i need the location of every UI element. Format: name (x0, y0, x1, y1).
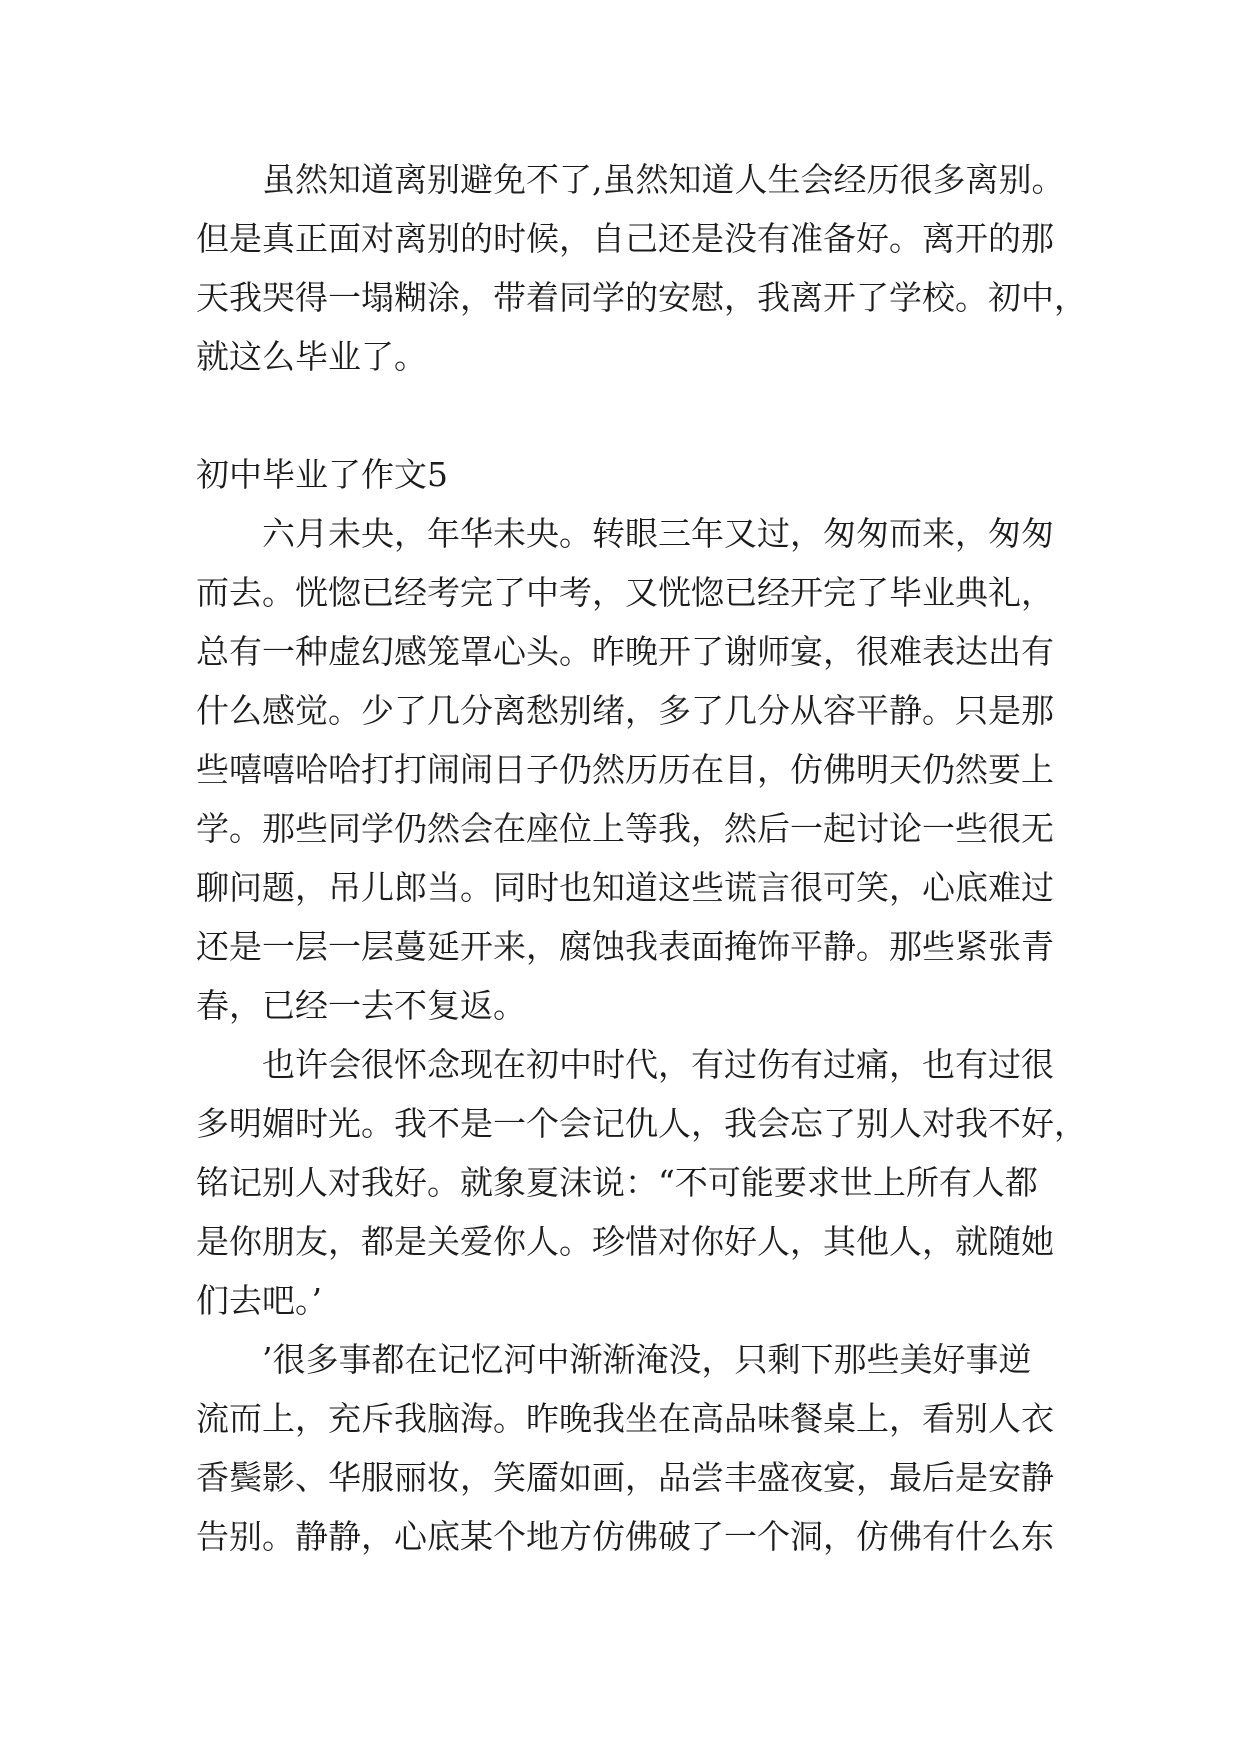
text-line: 而去。恍惚已经考完了中考，又恍惚已经开完了毕业典礼， (196, 573, 1054, 612)
text-line: 还是一层一层蔓延开来，腐蚀我表面掩饰平静。那些紧张青 (196, 927, 1054, 966)
text-line: 告别。静静，心底某个地方仿佛破了一个洞，仿佛有什么东 (196, 1517, 1054, 1556)
text-line: 虽然知道离别避免不了,虽然知道人生会经历很多离别。 (262, 160, 1065, 199)
essay-paragraph (196, 504, 1116, 1035)
continued-paragraph (196, 150, 1116, 386)
text-line: 六月未央，年华未央。转眼三年又过，匆匆而来，匆匆 (262, 514, 1054, 553)
text-line: 但是真正面对离别的时候，自己还是没有准备好。离开的那 (196, 219, 1054, 258)
text-line: 聊问题，吊儿郎当。同时也知道这些谎言很可笑，心底难过 (196, 868, 1054, 907)
text-line: 天我哭得一塌糊涂，带着同学的安慰，我离开了学校。初中， (196, 278, 1087, 317)
essay-paragraph (196, 1035, 1116, 1330)
text-line: 春，已经一去不复返。 (196, 986, 526, 1025)
text-line: 些嘻嘻哈哈打打闹闹日子仍然历历在目，仿佛明天仍然要上 (196, 750, 1054, 789)
text-line: 是你朋友，都是关爱你人。珍惜对你好人，其他人，就随她 (196, 1222, 1054, 1261)
text-line: 流而上，充斥我脑海。昨晚我坐在高品味餐桌上，看别人衣 (196, 1399, 1054, 1438)
blank-line (196, 386, 1116, 445)
page-content (196, 150, 1116, 1566)
text-line: 总有一种虚幻感笼罩心头。昨晚开了谢师宴，很难表达出有 (196, 632, 1054, 671)
text-line: ’很多事都在记忆河中渐渐淹没，只剩下那些美好事逆 (262, 1340, 1032, 1379)
text-line: 什么感觉。少了几分离愁别绪，多了几分从容平静。只是那 (196, 691, 1054, 730)
text-line: 就这么毕业了。 (196, 337, 427, 376)
text-line: 们去吧。’ (196, 1281, 322, 1320)
text-line: 香鬓影、华服丽妆，笑靥如画，品尝丰盛夜宴，最后是安静 (196, 1458, 1054, 1497)
essay-paragraph (196, 1330, 1116, 1566)
text-line: 铭记别人对我好。就象夏沫说：“不可能要求世上所有人都 (196, 1163, 1038, 1202)
text-line: 也许会很怀念现在初中时代，有过伤有过痛，也有过很 (262, 1045, 1054, 1084)
text-line: 多明媚时光。我不是一个会记仇人，我会忘了别人对我不好， (196, 1104, 1087, 1143)
essay-title: 初中毕业了作文5 (196, 455, 448, 494)
text-line: 学。那些同学仍然会在座位上等我，然后一起讨论一些很无 (196, 809, 1054, 848)
